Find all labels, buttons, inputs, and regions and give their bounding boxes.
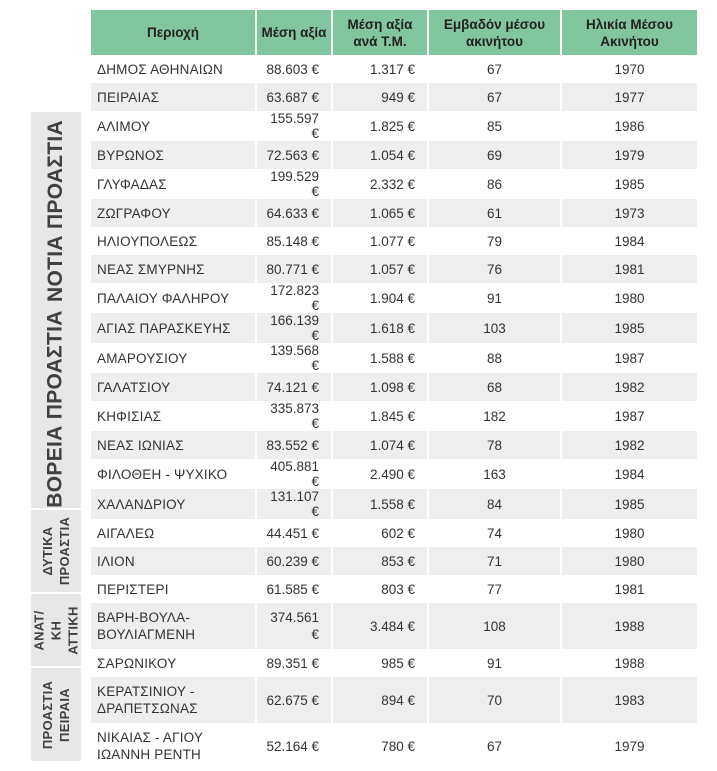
cell-avg-value-sqm: 1.825 € [332, 111, 428, 141]
cell-avg-size: 88 [428, 343, 561, 373]
cell-avg-size: 91 [428, 283, 561, 313]
cell-avg-size: 85 [428, 111, 561, 141]
cell-avg-age: 1980 [561, 547, 697, 575]
header-avg-value-sqm: Μέση αξία ανά Τ.Μ. [332, 10, 428, 55]
table-row [91, 649, 697, 677]
cell-avg-value-sqm: 803 € [332, 575, 428, 603]
cell-avg-age: 1980 [561, 519, 697, 547]
table-row [91, 111, 697, 141]
cell-avg-size: 61 [428, 199, 561, 227]
cell-area: ΑΛΙΜΟΥ [91, 111, 256, 141]
cell-avg-age: 1987 [561, 401, 697, 431]
cell-avg-value: 88.603 € [256, 55, 332, 83]
table-row [91, 169, 697, 199]
cell-avg-age: 1988 [561, 649, 697, 677]
cell-avg-value-sqm: 1.057 € [332, 255, 428, 283]
cell-avg-value-sqm: 1.845 € [332, 401, 428, 431]
cell-avg-value-sqm: 985 € [332, 649, 428, 677]
table-row [91, 677, 697, 723]
cell-avg-size: 69 [428, 141, 561, 169]
cell-avg-size: 79 [428, 227, 561, 255]
cell-avg-age: 1986 [561, 111, 697, 141]
cell-avg-value: 62.675 € [256, 677, 332, 723]
table-row [91, 55, 697, 83]
cell-avg-size: 91 [428, 649, 561, 677]
cell-avg-value: 61.585 € [256, 575, 332, 603]
cell-avg-age: 1982 [561, 373, 697, 401]
table-row [91, 343, 697, 373]
cell-avg-value: 155.597 € [256, 111, 332, 141]
cell-area: ΦΙΛΟΘΕΗ - ΨΥΧΙΚΟ [91, 459, 256, 489]
cell-avg-age: 1983 [561, 677, 697, 723]
cell-avg-value: 60.239 € [256, 547, 332, 575]
table-body [91, 55, 697, 769]
cell-area: ΒΥΡΩΝΟΣ [91, 141, 256, 169]
table-row [91, 575, 697, 603]
cell-area: ΖΩΓΡΑΦΟΥ [91, 199, 256, 227]
table-row [91, 283, 697, 313]
cell-avg-value: 405.881 € [256, 459, 332, 489]
cell-avg-value: 89.351 € [256, 649, 332, 677]
cell-avg-value-sqm: 2.332 € [332, 169, 428, 199]
cell-area: ΒΑΡΗ-ΒΟΥΛΑ-ΒΟΥΛΙΑΓΜΕΝΗ [91, 603, 256, 649]
cell-avg-age: 1985 [561, 489, 697, 519]
cell-area: ΚΗΦΙΣΙΑΣ [91, 401, 256, 431]
cell-area: ΠΕΡΙΣΤΕΡΙ [91, 575, 256, 603]
cell-avg-value: 199.529 € [256, 169, 332, 199]
cell-area: ΔΗΜΟΣ ΑΘΗΝΑΙΩΝ [91, 55, 256, 83]
table-row [91, 83, 697, 111]
cell-avg-age: 1970 [561, 55, 697, 83]
group-label-piraeus: ΠΡΟΑΣΤΙΑ ΠΕΙΡΑΙΑ [31, 668, 81, 761]
cell-avg-value-sqm: 1.558 € [332, 489, 428, 519]
cell-avg-value-sqm: 1.904 € [332, 283, 428, 313]
table-row [91, 227, 697, 255]
cell-avg-value-sqm: 949 € [332, 83, 428, 111]
cell-avg-value-sqm: 1.065 € [332, 199, 428, 227]
table-row [91, 199, 697, 227]
group-label-south: ΝΟΤΙΑ ΠΡΟΑΣΤΙΑ [31, 112, 81, 310]
cell-avg-value-sqm: 853 € [332, 547, 428, 575]
cell-avg-size: 78 [428, 431, 561, 459]
table-row [91, 723, 697, 769]
cell-avg-size: 84 [428, 489, 561, 519]
table-row [91, 603, 697, 649]
cell-avg-age: 1987 [561, 343, 697, 373]
cell-avg-size: 77 [428, 575, 561, 603]
cell-avg-size: 67 [428, 723, 561, 769]
cell-avg-age: 1984 [561, 227, 697, 255]
table-row [91, 255, 697, 283]
cell-avg-size: 71 [428, 547, 561, 575]
table-row [91, 431, 697, 459]
cell-avg-value-sqm: 2.490 € [332, 459, 428, 489]
table-row [91, 401, 697, 431]
cell-avg-value: 166.139 € [256, 313, 332, 343]
cell-avg-size: 86 [428, 169, 561, 199]
cell-avg-value: 52.164 € [256, 723, 332, 769]
cell-avg-value: 44.451 € [256, 519, 332, 547]
header-avg-age: Ηλικία Μέσου Ακινήτου [561, 10, 697, 55]
cell-avg-value: 63.687 € [256, 83, 332, 111]
cell-avg-size: 163 [428, 459, 561, 489]
cell-avg-value: 74.121 € [256, 373, 332, 401]
group-label-east: ΑΝΑΤ/ΚΗ ΑΤΤΙΚΗ [31, 594, 81, 666]
cell-avg-age: 1979 [561, 723, 697, 769]
cell-avg-value: 85.148 € [256, 227, 332, 255]
cell-avg-value: 64.633 € [256, 199, 332, 227]
cell-avg-age: 1973 [561, 199, 697, 227]
cell-avg-size: 67 [428, 83, 561, 111]
cell-area: ΝΕΑΣ ΙΩΝΙΑΣ [91, 431, 256, 459]
table-row [91, 519, 697, 547]
cell-avg-size: 74 [428, 519, 561, 547]
cell-avg-value: 83.552 € [256, 431, 332, 459]
cell-area: ΠΕΙΡΑΙΑΣ [91, 83, 256, 111]
cell-avg-age: 1979 [561, 141, 697, 169]
property-value-table [91, 10, 697, 769]
table-row [91, 141, 697, 169]
table-row [91, 547, 697, 575]
cell-avg-value: 72.563 € [256, 141, 332, 169]
cell-avg-size: 67 [428, 55, 561, 83]
cell-avg-value-sqm: 894 € [332, 677, 428, 723]
cell-avg-size: 108 [428, 603, 561, 649]
cell-avg-value-sqm: 1.618 € [332, 313, 428, 343]
cell-avg-value: 80.771 € [256, 255, 332, 283]
header-avg-value: Μέση αξία [256, 10, 332, 55]
cell-avg-value-sqm: 3.484 € [332, 603, 428, 649]
cell-area: ΣΑΡΩΝΙΚΟΥ [91, 649, 256, 677]
cell-avg-age: 1982 [561, 431, 697, 459]
cell-avg-value: 374.561 € [256, 603, 332, 649]
cell-avg-age: 1977 [561, 83, 697, 111]
cell-area: ΝΙΚΑΙΑΣ - ΑΓΙΟΥ ΙΩΑΝΝΗ ΡΕΝΤΗ [91, 723, 256, 769]
cell-area: ΧΑΛΑΝΔΡΙΟΥ [91, 489, 256, 519]
cell-area: ΑΙΓΑΛΕΩ [91, 519, 256, 547]
table-row [91, 459, 697, 489]
table-row [91, 489, 697, 519]
cell-area: ΗΛΙΟΥΠΟΛΕΩΣ [91, 227, 256, 255]
cell-avg-size: 182 [428, 401, 561, 431]
cell-avg-value-sqm: 1.074 € [332, 431, 428, 459]
table-row [91, 373, 697, 401]
cell-area: ΑΓΙΑΣ ΠΑΡΑΣΚΕΥΗΣ [91, 313, 256, 343]
cell-avg-value-sqm: 1.098 € [332, 373, 428, 401]
cell-avg-age: 1985 [561, 169, 697, 199]
cell-area: ΓΑΛΑΤΣΙΟΥ [91, 373, 256, 401]
cell-area: ΑΜΑΡΟΥΣΙΟΥ [91, 343, 256, 373]
cell-avg-age: 1981 [561, 575, 697, 603]
header-area: Περιοχή [91, 10, 256, 55]
cell-avg-size: 103 [428, 313, 561, 343]
cell-avg-age: 1988 [561, 603, 697, 649]
table-header-row [91, 10, 697, 55]
cell-avg-age: 1981 [561, 255, 697, 283]
cell-avg-value: 335.873 € [256, 401, 332, 431]
cell-avg-value-sqm: 780 € [332, 723, 428, 769]
cell-avg-size: 76 [428, 255, 561, 283]
cell-avg-age: 1984 [561, 459, 697, 489]
table-row [91, 313, 697, 343]
cell-area: ΓΛΥΦΑΔΑΣ [91, 169, 256, 199]
cell-avg-size: 68 [428, 373, 561, 401]
cell-avg-value-sqm: 1.054 € [332, 141, 428, 169]
cell-avg-value-sqm: 602 € [332, 519, 428, 547]
cell-avg-value-sqm: 1.588 € [332, 343, 428, 373]
cell-area: ΙΛΙΟΝ [91, 547, 256, 575]
cell-area: ΚΕΡΑΤΣΙΝΙΟΥ - ΔΡΑΠΕΤΣΩΝΑΣ [91, 677, 256, 723]
cell-avg-value: 172.823 € [256, 283, 332, 313]
cell-avg-age: 1980 [561, 283, 697, 313]
group-label-north: ΒΟΡΕΙΑ ΠΡΟΑΣΤΙΑ [31, 310, 81, 508]
cell-avg-value: 131.107 € [256, 489, 332, 519]
cell-avg-value: 139.568 € [256, 343, 332, 373]
cell-avg-value-sqm: 1.317 € [332, 55, 428, 83]
group-label-west: ΔΥΤΙΚΑ ΠΡΟΑΣΤΙΑ [31, 510, 81, 592]
cell-area: ΠΑΛΑΙΟΥ ΦΑΛΗΡΟΥ [91, 283, 256, 313]
cell-avg-age: 1985 [561, 313, 697, 343]
cell-avg-size: 70 [428, 677, 561, 723]
header-avg-size: Εμβαδόν μέσου ακινήτου [428, 10, 561, 55]
cell-area: ΝΕΑΣ ΣΜΥΡΝΗΣ [91, 255, 256, 283]
cell-avg-value-sqm: 1.077 € [332, 227, 428, 255]
